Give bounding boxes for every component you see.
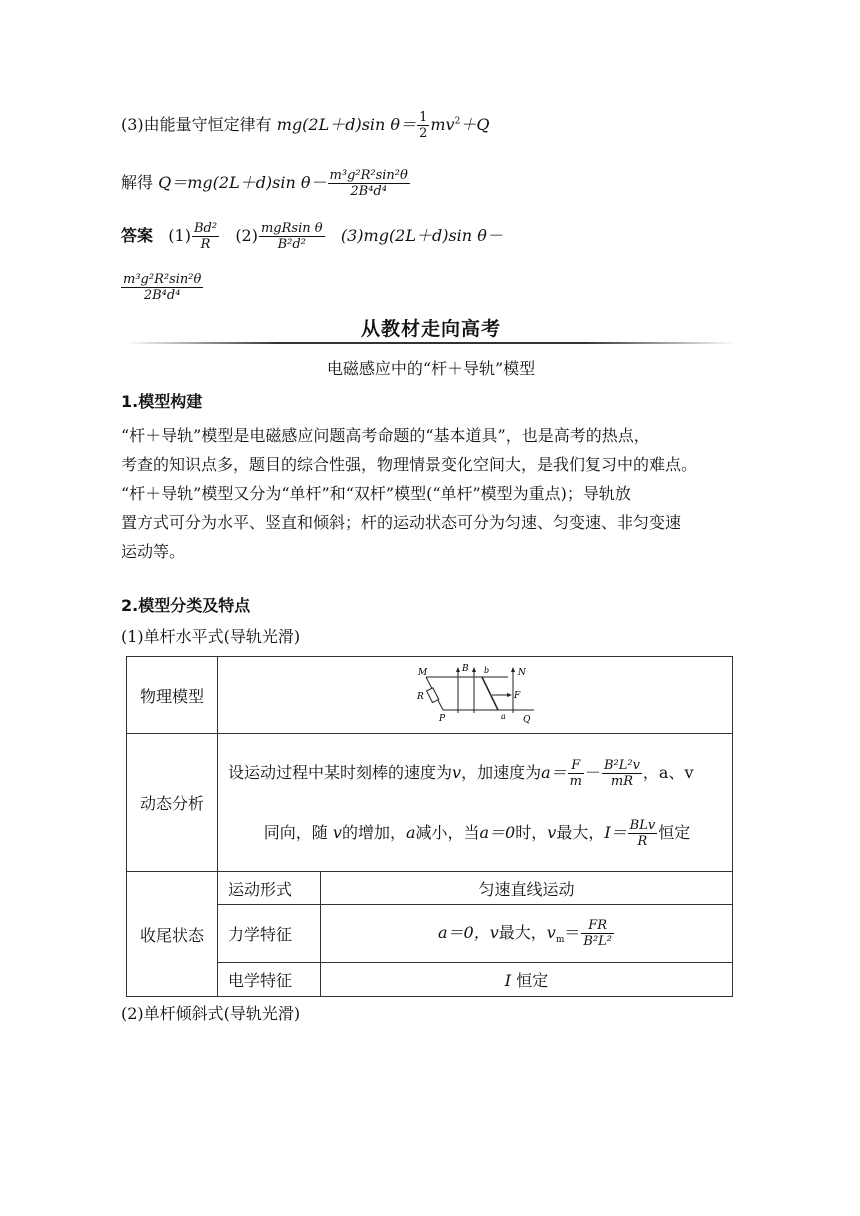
answer3-fraction: $\frac{\text{m³g²R²sin²θ}}{\text{2B⁴d⁴}}$ (123, 272, 202, 303)
answer-line: 答案 (1) $\frac{\text{Bd²}}{R}$ (2) $\frac{\text{mgRsin θ}}{\text{B²d²}}$ (3)mg(2L＋d)sin θ－ (121, 221, 503, 252)
label-mechanics: 力学特征 (218, 905, 321, 963)
svg-text:R: R (417, 692, 424, 702)
row-final-state-electrical (127, 963, 733, 997)
step3-line: (3)由能量守恒定律有 mg(2L＋d)sin θ＝ $\frac{1}{2}$ $mv^2+Q$ (121, 110, 490, 141)
svg-text:N: N (518, 668, 526, 678)
svg-text:P: P (439, 714, 446, 724)
answer1-fraction: $\frac{\text{Bd²}}{R}$ (193, 221, 218, 252)
subheading-horizontal: (1)单杆水平式(导轨光滑) (121, 627, 301, 646)
section-banner (126, 311, 736, 349)
label-physical-model: 物理模型 (127, 657, 218, 734)
answer2-fraction: $\frac{\text{mgRsin θ}}{\text{B²d²}}$ (260, 221, 323, 252)
value-mechanics: a＝0，v最大，$v_m=$ $\frac{FR}{\text{B²L²}}$ (321, 905, 733, 963)
label-dynamic-analysis: 动态分析 (127, 734, 218, 872)
model-construction-paragraph: “杆＋导轨”模型是电磁感应问题高考命题的“基本道具”，也是高考的热点， 考查的知识点多，题目的综合性强，物理情景变化空间大，是我们复习中的难点。 “杆＋导轨”模型又分为“单杆”和“双杆”模型(“单杆”模型为重点)；导轨放 置方式可分为水平、竖直和倾斜；杆的运动状态可分为匀速、匀变速、非匀变速 运动等。 (121, 426, 698, 561)
banner-title: 从教材走向高考 (360, 318, 501, 340)
label-final-state: 收尾状态 (127, 872, 218, 997)
svg-text:Q: Q (523, 715, 531, 725)
row-final-state-motion (127, 872, 733, 905)
resistor-icon (427, 688, 439, 703)
solve-line: 解得 Q＝mg(2L＋d)sin θ－ $\frac{\text{m³g²R²sin²θ}}{\text{2B⁴d⁴}}$ (121, 168, 408, 199)
diagram-cell (218, 657, 733, 734)
rod (482, 677, 498, 710)
svg-text:B: B (462, 664, 469, 674)
svg-text:M: M (418, 668, 428, 678)
row-final-state-mechanics (127, 905, 733, 963)
svg-text:b: b (484, 666, 490, 675)
model-table (126, 656, 733, 997)
svg-text:F: F (514, 691, 521, 701)
rail-diagram (410, 663, 540, 727)
svg-text:a: a (501, 712, 506, 721)
subheading-inclined: (2)单杆倾斜式(导轨光滑) (121, 1004, 301, 1023)
row-dynamic-analysis (127, 734, 733, 872)
value-electrical: I 恒定 (321, 963, 733, 997)
label-motion-form: 运动形式 (218, 872, 321, 905)
value-motion-form: 匀速直线运动 (321, 872, 733, 905)
half-fraction: $\frac{1}{2}$ (419, 110, 428, 141)
label-electrical: 电学特征 (218, 963, 321, 997)
dynamic-analysis-cell: 设运动过程中某时刻棒的速度为v，加速度为a＝ $\frac{F}{m}$ － $\frac{\text{B²L²v}}{mR}$ ，a、v 同向，随 v的增加，a减小，当a＝0时，v最大，I＝ $\frac{\text{BLv}}{R}$ 恒定 (218, 734, 733, 872)
banner-divider (126, 342, 736, 344)
heading-classification: 2.模型分类及特点 (121, 596, 251, 615)
section-subtitle: 电磁感应中的“杆＋导轨”模型 (326, 359, 536, 378)
heading-model-construction: 1.模型构建 (121, 392, 203, 411)
solve-fraction: $\frac{\text{m³g²R²sin²θ}}{\text{2B⁴d⁴}}$ (329, 168, 408, 199)
row-physical-model (127, 657, 733, 734)
